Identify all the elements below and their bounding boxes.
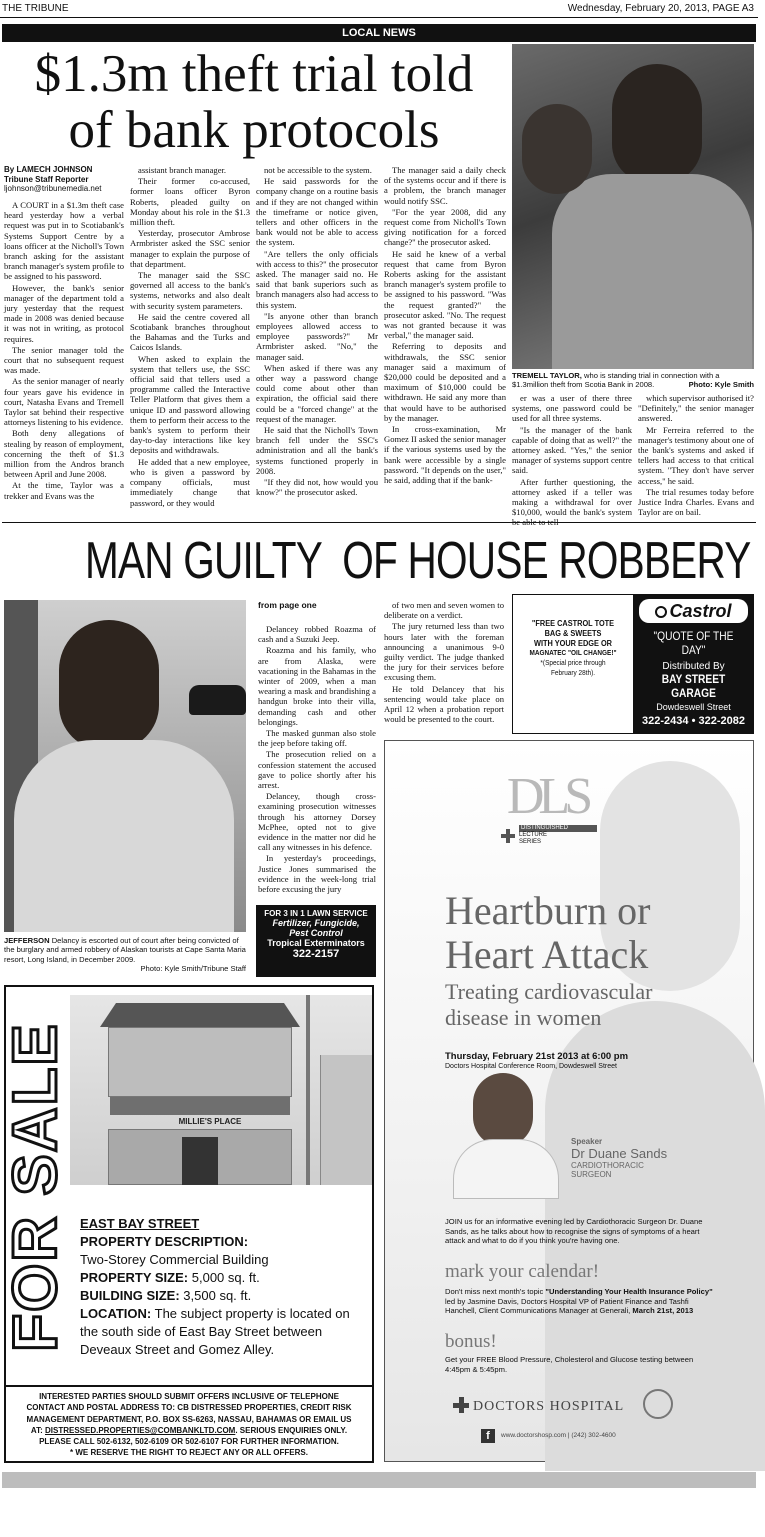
paragraph: which supervisor authorised it? "Definitely," the senior manager answered. xyxy=(638,393,754,424)
byline xyxy=(4,165,124,194)
castrol-brand: Castrol xyxy=(669,601,732,621)
building-sign: MILLIE'S PLACE xyxy=(178,1117,242,1126)
byline-email: ljohnson@tribunemedia.net xyxy=(4,184,102,193)
story1-column-1 xyxy=(4,200,124,514)
paragraph: When asked if there was any other way a password change could come about other than expiration, the official said there could be a "forced change" at the request of the manager. xyxy=(256,362,378,424)
hospital-contact: www.doctorshosp.com | (242) 302-4600 xyxy=(501,1432,616,1439)
paragraph: assistant branch manager. xyxy=(138,165,227,175)
lawn-line-1: FOR 3 IN 1 LAWN SERVICE xyxy=(264,909,368,918)
story1-column-2 xyxy=(130,165,250,515)
for-sale-details xyxy=(80,1215,370,1359)
paragraph: not be accessible to the system. xyxy=(264,165,372,175)
speaker-info xyxy=(571,1137,721,1179)
castrol-street: Dowdeswell Street xyxy=(656,702,731,712)
speaker-label: Speaker xyxy=(571,1137,603,1146)
caption-name: TREMELL TAYLOR, xyxy=(512,371,582,380)
story2-column-2 xyxy=(384,600,504,736)
castrol-promo xyxy=(523,619,622,679)
paragraph: Yesterday, prosecutor Ambrose Armbrister asked the SSC senior manager to explain the purpose of that department. xyxy=(130,228,250,269)
promo-line-3: WITH YOUR EDGE OR xyxy=(534,639,612,648)
masthead-rule xyxy=(0,17,758,18)
paragraph: However, the bank's senior manager of the department told a jury yesterday that the request made in 2008 was denied because it was not in writing, as protocol requires. xyxy=(4,282,124,344)
medical-cross-icon xyxy=(501,829,515,843)
dls-logo: DLS xyxy=(506,768,588,825)
caption-credit: Photo: Kyle Smith/Tribune Staff xyxy=(140,964,246,974)
paragraph: The manager said a daily check of the systems occur and if there is a problem, the branch manager would notify SSC. xyxy=(384,165,506,206)
loc-label: LOCATION: xyxy=(80,1306,152,1321)
title-line-1: Heartburn or xyxy=(445,888,651,933)
paragraph: "Is the manager of the bank capable of doing that as well?" the attorney asked. "Yes," the senior manager of systems support centre said. xyxy=(512,424,632,476)
story1-headline-1: $1.3m theft trial told xyxy=(34,45,474,103)
bonus-text: Get your FREE Blood Pressure, Cholesterol and Glucose testing between 4:45pm & 5:45pm. xyxy=(445,1355,694,1374)
paragraph: The masked gunman also stole the jeep before taking off. xyxy=(258,728,376,749)
hospital-cross-icon xyxy=(453,1397,469,1413)
hospital-name: DOCTORS HOSPITAL xyxy=(473,1399,625,1414)
story1-column-4 xyxy=(384,165,506,515)
ad-lawn-service xyxy=(256,905,376,977)
size-value: 5,000 sq. ft. xyxy=(191,1270,260,1285)
for-sale-footer xyxy=(6,1385,372,1459)
paragraph: Both deny allegations of stealing by reason of employment, concerning the theft of $1.3 million from the Andros branch between April and June 2008. xyxy=(4,428,124,480)
sale-size xyxy=(80,1269,370,1287)
event-join-text: JOIN us for an informative evening led by Cardiothoracic Surgeon Dr. Duane Sands, as he talks about how to recognise the signs of symptoms of a heart attack and what to do if you think you're having one. xyxy=(445,1217,703,1246)
paragraph: He said that the Nicholl's Town branch fell under the SSC's administration and all the bank's systems functioned properly in 2008. xyxy=(256,425,378,476)
paragraph: The senior manager told the court that no subsequent request was made. xyxy=(4,344,124,376)
ad-for-sale xyxy=(1,985,374,1463)
castrol-quote: "QUOTE OF THE DAY" xyxy=(653,629,734,657)
promo-line-4: MAGNATEC "OIL CHANGE!" xyxy=(529,650,617,657)
promo-line-5: *(Special price through xyxy=(540,660,606,667)
facebook-icon[interactable]: f xyxy=(481,1429,495,1443)
photo-officer-cap xyxy=(189,685,246,715)
dls-logo-block xyxy=(497,769,597,859)
paragraph: He said passwords for the company change on a routine basis and if they are not changed within the timeframe or notice given, tellers and other officers in the bank would not be able to access the system. xyxy=(256,176,378,248)
story1-column-6 xyxy=(638,393,754,518)
building-upper xyxy=(108,1027,292,1097)
subtitle-line-1: Treating cardiovascular xyxy=(445,979,653,1004)
paragraph: He said the centre covered all Scotiabank branches throughout the Bahamas and the Turks and Caicos Islands. xyxy=(130,311,250,353)
caption-text: Delancy is escorted out of court after being convicted of the burglary and armed robbery of Alaskan tourists at Cape Santa Maria resort, Long Island, in December 2009. xyxy=(4,936,246,964)
promo-line-2: BAG & SWEETS xyxy=(544,629,602,638)
castrol-panel xyxy=(633,595,754,734)
subtitle-line-2: disease in women xyxy=(445,1005,602,1030)
speaker-photo xyxy=(451,1069,561,1189)
building-roof xyxy=(100,1003,300,1027)
story1-column-3 xyxy=(256,165,378,515)
story1-photo-caption xyxy=(512,371,754,390)
ad-doctors-hospital xyxy=(384,740,754,1462)
castrol-phones: 322-2434 • 322-2082 xyxy=(642,715,745,727)
foot-4c: . SERIOUS ENQUIRIES ONLY. xyxy=(235,1425,348,1435)
paragraph: Mr Ferreira referred to the manager's testimony about one of the bank's systems and asked if tellers had access to that critical system. "They don't have server access," he said. xyxy=(638,424,754,486)
photo-man-head xyxy=(59,620,159,750)
paper-name: THE TRIBUNE xyxy=(2,3,69,14)
photo-tremell-taylor xyxy=(512,44,754,369)
caption-text: who is standing trial in connection with a $1.3million theft from Scotia Bank in 2008. xyxy=(512,371,720,390)
story2-column-1 xyxy=(258,624,376,902)
paragraph: Their former co-accused, former loans officer Byron Roberts, pleaded guilty on Monday about his role in the $1.3 million theft. xyxy=(130,176,250,228)
title-line-2: Heart Attack xyxy=(445,932,649,977)
paragraph: He told Delancey that his sentencing would take place on April 12 when a probation report would be presented to the court. xyxy=(384,683,504,725)
paragraph: "Is anyone other than branch employees allowed access to employee passwords?" Mr Armbrister asked. "No," the manager said. xyxy=(256,310,378,362)
dls-title xyxy=(445,889,745,1031)
paragraph: "Are tellers the only officials with access to this?" the prosecutor asked. The manager said no. He said that bank superiors such as branch managers also had access to this system. xyxy=(256,248,378,310)
sale-foot-1: INTERESTED PARTIES SHOULD SUBMIT OFFERS INCLUSIVE OF TELEPHONE xyxy=(39,1392,339,1401)
utility-pole xyxy=(306,995,310,1185)
castrol-logo-mark-icon xyxy=(655,606,667,618)
sale-street: EAST BAY STREET xyxy=(80,1216,200,1231)
paragraph: When asked to explain the system that tellers use, the SSC official said that tellers used a programme called the Interactive Teller Platform that gives them a unique ID and password allowing them to perform their access to the bank's system to perform their day-to-day interactions like key deposits and withdrawals. xyxy=(130,353,250,456)
sale-location xyxy=(80,1305,370,1359)
paragraph: of two men and seven women to deliberate on a verdict. xyxy=(384,600,504,621)
paragraph: In yesterday's proceedings, Justice Jones summarised the evidence in the week-long trial before excusing the jury xyxy=(258,853,376,895)
byline-role: Tribune Staff Reporter xyxy=(4,174,89,184)
for-sale-word: FOR SALE xyxy=(1,1022,70,1352)
bsize-value: 3,500 sq. ft. xyxy=(183,1288,252,1303)
next-topic: "Understanding Your Health Insurance Policy" xyxy=(545,1287,713,1296)
next-date: March 21st, 2013 xyxy=(632,1306,694,1316)
paragraph: He added that a new employee, who is given a password by company officials, must immediately change that password, or they would xyxy=(130,456,250,508)
dls-series-badge xyxy=(519,825,597,846)
paragraph: A COURT in a $1.3m theft case heard yesterday how a verbal request was put in to Scotiabank's Systems Support Centre by a loans officer at the Nicholl's Town branch asking for the assistant branch manager's system profile to be assigned to his password. xyxy=(4,200,124,282)
sale-foot-4 xyxy=(6,1425,372,1436)
speaker-name: Dr Duane Sands xyxy=(571,1146,668,1161)
section-divider xyxy=(2,522,756,523)
story2-headline: MAN GUILTY OF HOUSE ROBBERY xyxy=(84,532,751,590)
sale-bsize xyxy=(80,1287,370,1305)
series-1: DISTINGUISHED xyxy=(519,825,597,832)
sale-desc-label: PROPERTY DESCRIPTION: xyxy=(80,1234,249,1249)
paragraph: The manager said the SSC governed all access to the bank's systems, networks and also dealt with security system parameters. xyxy=(130,270,250,311)
sale-foot-5: PLEASE CALL 502-6132, 502-6109 OR 502-6107 FOR FURTHER INFORMATION. xyxy=(39,1437,339,1447)
photo-figure-head xyxy=(612,64,702,184)
building-awning xyxy=(110,1097,290,1115)
paragraph: "If they did not, how would you know?" the prosecutor asked. xyxy=(256,477,378,498)
story2-photo-caption xyxy=(4,936,246,974)
story1-headline-2: of bank protocols xyxy=(68,101,440,159)
section-banner: LOCAL NEWS xyxy=(2,24,756,42)
paragraph: Delancey robbed Roazma of cash and a Suzuki Jeep. xyxy=(258,624,376,645)
for-sale-vertical xyxy=(1,987,70,1387)
paragraph: In cross-examination, Mr Gomez II asked the senior manager if the various systems used by the bank were accessible by a single password. "It depends on the user," he said, adding that if the bank- xyxy=(384,424,506,486)
hospital-logo xyxy=(453,1397,624,1415)
loc-value: The subject property is located on the south side of East Bay Street between Deveaux Street and Gomez Alley. xyxy=(80,1306,350,1357)
speaker-role-1: CARDIOTHORACIC xyxy=(571,1161,644,1170)
photo-figure-body xyxy=(552,174,752,369)
photo-figure-left xyxy=(522,104,592,194)
paragraph: "For the year 2008, did any request come from Nicholl's Town giving notification for a forced change?" the prosecutor asked. xyxy=(384,206,506,248)
sale-foot-2: CONTACT AND POSTAL ADDRESS TO: CB DISTRESSED PROPERTIES, CREDIT RISK xyxy=(26,1403,352,1413)
bonus-heading: bonus! xyxy=(445,1331,497,1352)
sale-foot-6: * WE RESERVE THE RIGHT TO REJECT ANY OR ALL OFFERS. xyxy=(70,1448,308,1458)
caption-name: JEFFERSON xyxy=(4,936,50,945)
castrol-logo xyxy=(639,599,748,623)
next-topic-text xyxy=(445,1287,715,1316)
paragraph: At the time, Taylor was a trekker and Evans was the xyxy=(4,480,124,501)
series-3: SERIES xyxy=(519,839,542,845)
paragraph: As the senior manager of nearly four years gave his evidence in court, Natasha Evans and Tremell Taylor sat behind their respective attorneys listening to his evidence. xyxy=(4,376,124,428)
building-photo xyxy=(70,995,372,1185)
castrol-garage: BAY STREET GARAGE xyxy=(661,672,726,700)
neighbor-building xyxy=(320,1055,372,1185)
from-page-one: from page one xyxy=(258,600,317,610)
next-1: Don't miss next month's topic xyxy=(445,1287,546,1296)
next-2: led by Jasmine Davis, Doctors Hospital VP of Patient Finance and Tashfi Hanchell, Client Communications Manager at Generali, xyxy=(445,1296,689,1316)
promo-line-1: "FREE CASTROL TOTE xyxy=(531,619,615,628)
paragraph: Roazma and his family, who are from Alaska, were vacationing in the Bahamas in the winter of 2009, when a man wearing a mask and brandishing a handgun broke into their villa, demanding cash and other belongings. xyxy=(258,645,376,727)
speaker-head xyxy=(473,1073,533,1147)
lawn-line-2: Fertilizer, Fungicide, xyxy=(272,918,360,928)
photo-man-shirt xyxy=(14,740,234,932)
size-label: PROPERTY SIZE: xyxy=(80,1270,189,1285)
paragraph: er was a user of there three systems, one password could be used for all three systems. xyxy=(512,393,632,424)
promo-line-6: February 28th). xyxy=(550,670,596,677)
story1-column-5 xyxy=(512,393,632,518)
speaker-role-2: SURGEON xyxy=(571,1170,612,1179)
hospital-seal-icon xyxy=(643,1389,673,1419)
building-door xyxy=(182,1137,218,1185)
sale-email-link[interactable]: DISTRESSED.PROPERTIES@COMBANKLTD.COM xyxy=(45,1425,236,1435)
sale-desc-value: Two-Storey Commercial Building xyxy=(80,1252,269,1267)
lawn-line-4: Tropical Exterminators xyxy=(267,938,365,948)
paragraph: The prosecution relied on a confession statement the accused gave to police shortly after his arrest. xyxy=(258,749,376,791)
event-venue: Doctors Hospital Conference Room, Dowdeswell Street xyxy=(445,1063,617,1070)
ad-castrol xyxy=(512,594,754,734)
sale-foot-3: MANAGEMENT DEPARTMENT, P.O. BOX SS-6263, NASSAU, BAHAMAS OR EMAIL US xyxy=(26,1414,352,1424)
foot-4a: AT: xyxy=(30,1425,45,1435)
castrol-distributed: Distributed By xyxy=(662,661,725,672)
paragraph: He said he knew of a verbal request that came from Byron Roberts asking for the assistant branch manager's system profile to be assigned to his password. "Was the request granted?" the prosecutor asked. "No. The request was not granted because it was verbal," the manager said. xyxy=(384,248,506,341)
paragraph: The jury returned less than two hours later with the foreman announcing a unanimous 9-0 guilty verdict. The judge thanked the jury for their services before excusing them. xyxy=(384,621,504,683)
event-date: Thursday, February 21st 2013 at 6:00 pm xyxy=(445,1051,629,1062)
speaker-coat xyxy=(453,1139,559,1199)
footer-bar xyxy=(2,1472,756,1488)
paragraph: Delancey, though cross-examining prosecution witnesses through his attorney Dorsey McPhee, opted not to give evidence in the matter nor did he call any witnesses in his defence. xyxy=(258,791,376,853)
dateline: Wednesday, February 20, 2013, PAGE A3 xyxy=(567,3,754,14)
series-2: LECTURE xyxy=(519,832,548,838)
bsize-label: BUILDING SIZE: xyxy=(80,1288,180,1303)
caption-credit: Photo: Kyle Smith xyxy=(688,380,754,390)
paragraph: After further questioning, the attorney asked if a teller was making a withdrawal for over $10,000, would the bank's system xyxy=(512,476,632,518)
photo-jefferson-delancy xyxy=(4,600,246,932)
mark-calendar: mark your calendar! xyxy=(445,1261,600,1282)
lawn-line-3: Pest Control xyxy=(289,928,343,938)
lawn-phone: 322-2157 xyxy=(292,948,340,960)
paragraph: Referring to deposits and withdrawals, the SSC senior manager said a maximum of $20,000 could be deposited and a maximum of $10,000 could be withdrawn. He said any more than that would have to be authorised by the manager. xyxy=(384,341,506,423)
paragraph: The trial resumes today before Justice Indra Charles. Evans and Taylor are on bail. xyxy=(638,486,754,518)
byline-name: By LAMECH JOHNSON xyxy=(4,165,93,174)
